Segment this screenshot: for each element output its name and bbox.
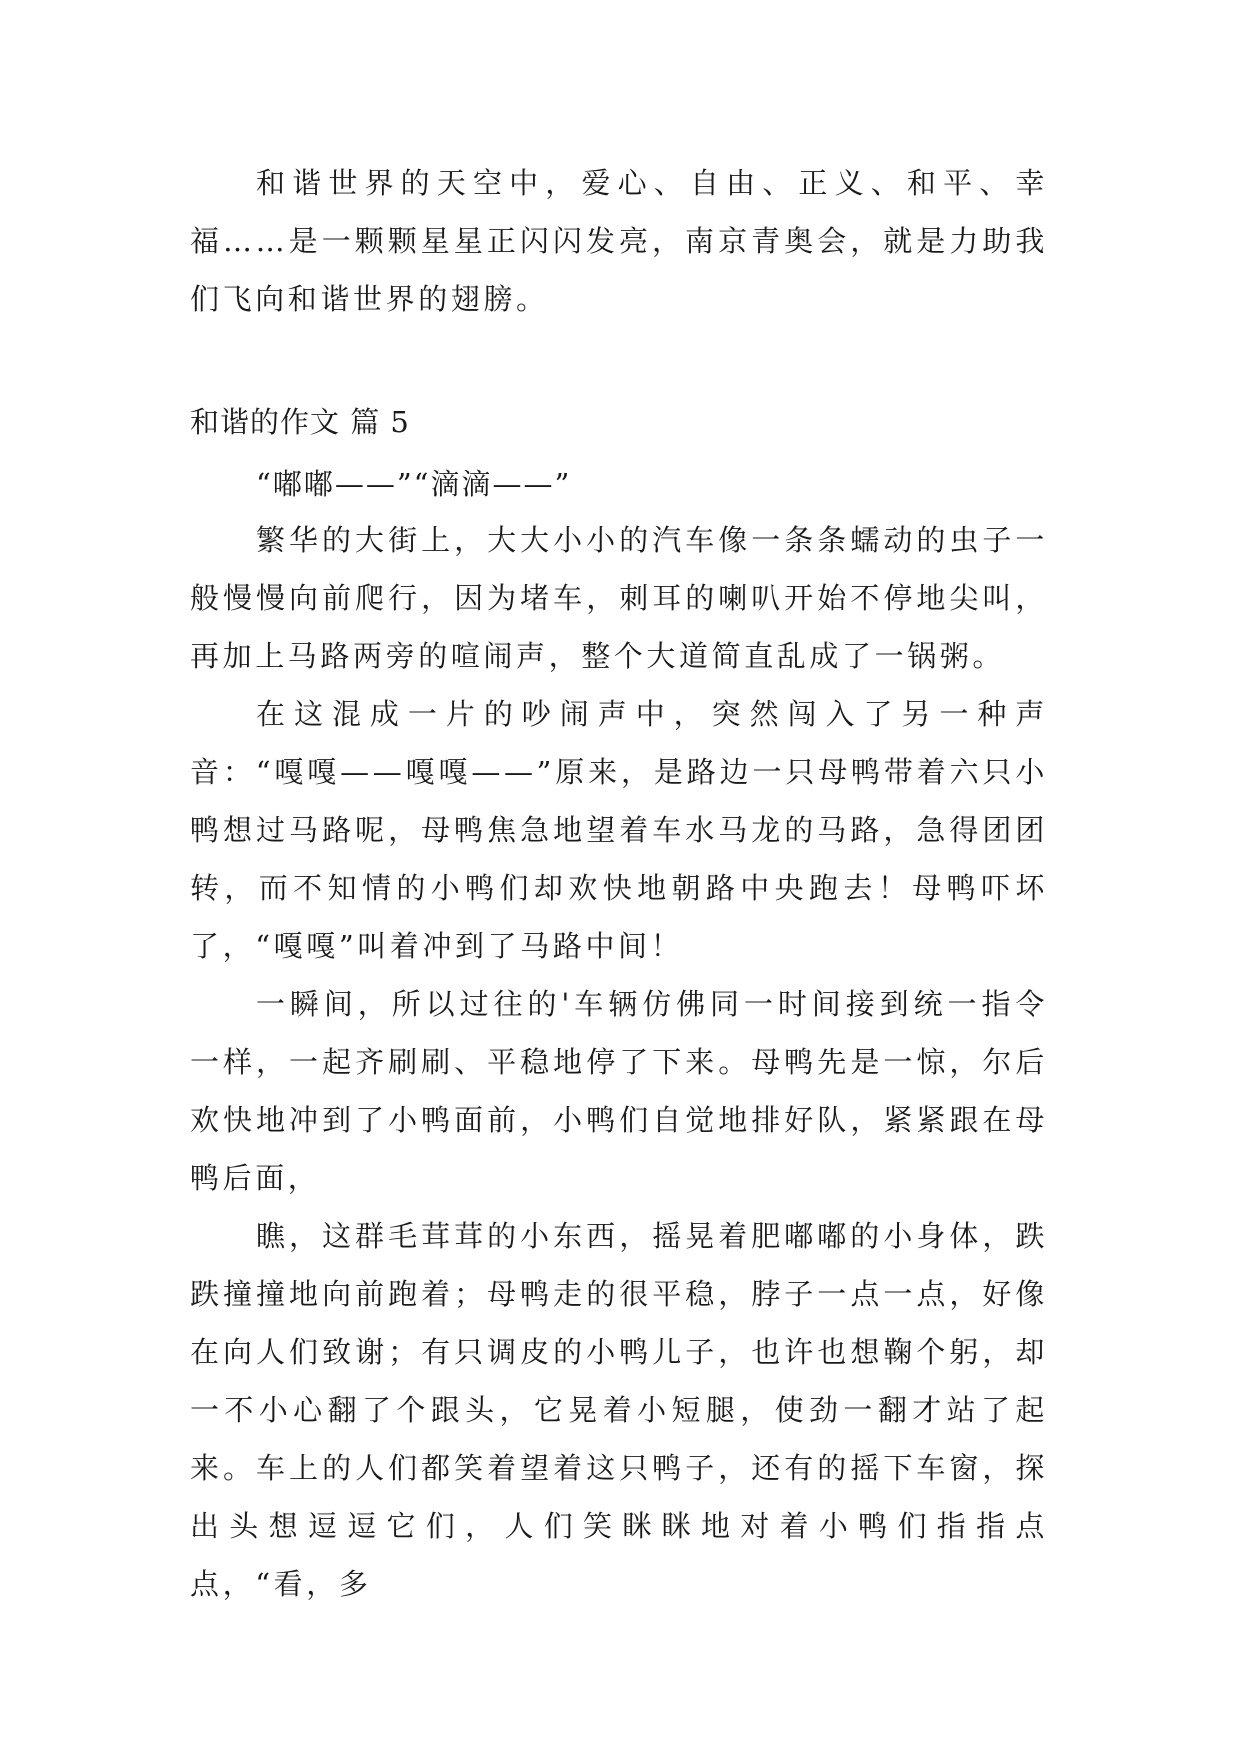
paragraph-cars-stop: 一瞬间，所以过往的'车辆仿佛同一时间接到统一指令一样，一起齐刷刷、平稳地停了下来。母鸭先是一惊，尔后欢快地冲到了小鸭面前，小鸭们自觉地排好队，紧紧跟在母鸭后面， (190, 987, 1048, 1195)
paragraph-duck-sound: 在这混成一片的吵闹声中，突然闯入了另一种声音：“嘎嘎——嘎嘎——”原来，是路边一只母鸭带着六只小鸭想过马路呢，母鸭焦急地望着车水马龙的马路，急得团团转，而不知情的小鸭们却欢快地朝路中央跑去！母鸭吓坏了，“嘎嘎”叫着冲到了马路中间！ (190, 697, 1048, 963)
quote-line: “嘟嘟——”“滴滴——” (256, 467, 572, 501)
paragraph-ducklings: 瞧，这群毛茸茸的小东西，摇晃着肥嘟嘟的小身体，跌跌撞撞地向前跑着；母鸭走的很平稳，脖子一点一点，好像在向人们致谢；有只调皮的小鸭儿子，也许也想鞠个躬，却一不小心翻了个跟头，它晃着小短腿，使劲一翻才站了起来。车上的人们都笑着望着这只鸭子，还有的摇下车窗，探出头想逗逗它们，人们笑眯眯地对着小鸭们指指点点，“看，多 (190, 1219, 1048, 1601)
paragraph-busy-street: 繁华的大街上，大大小小的汽车像一条条蠕动的虫子一般慢慢向前爬行，因为堵车，刺耳的喇叭开始不停地尖叫，再加上马路两旁的喧闹声，整个大道简直乱成了一锅粥。 (190, 523, 1048, 673)
paragraph-harmony-world: 和谐世界的天空中，爱心、自由、正义、和平、幸福……是一颗颗星星正闪闪发亮，南京青奥会，就是力助我们飞向和谐世界的翅膀。 (190, 166, 1048, 316)
section-heading: 和谐的作文 篇 5 (190, 405, 410, 439)
